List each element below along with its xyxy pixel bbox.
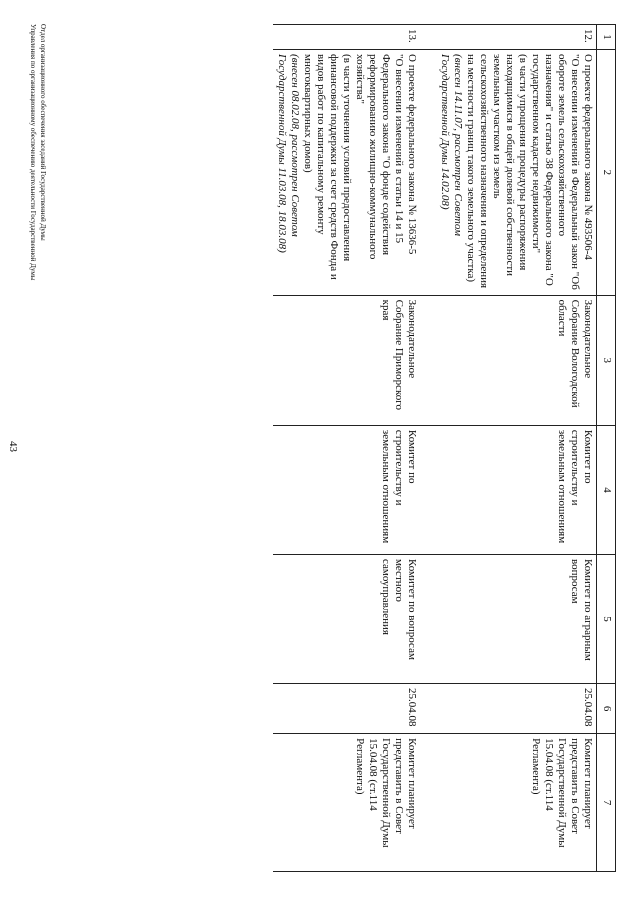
bill-purpose: (в части упрощения процедуры распоряжения находящимися в общей долевой собственности земельным участком из земель сельскохозяйственного назначения и определения на местности границ такого земельного участка): [465, 54, 529, 289]
column-number: 3: [597, 295, 616, 425]
column-number: 5: [597, 554, 616, 683]
lead-committee-cell: Комитет по строительству и земельным отношениям: [436, 425, 597, 554]
bill-description: "О внесении изменений в Федеральный закон "Об обороте земель сельскохозяйственного назначения" и статью 38 Федерального закона "О государственном кадастре недвижимости": [530, 54, 581, 290]
bill-cell: [273, 50, 436, 296]
co-committee-cell: Комитет по аграрным вопросам: [436, 554, 597, 683]
bill-purpose: (в части уточнения условий предоставления финансовой поддержки за счет средств Фонда и видов работ по капитальному ремонту многоквартирных домов): [302, 54, 353, 280]
row-number: 13.: [273, 25, 436, 50]
bill-cell: [436, 50, 597, 296]
date-cell: 25.04.08: [436, 684, 597, 734]
date-cell: 25.04.08: [273, 684, 436, 734]
lead-committee-cell: Комитет по строительству и земельным отношениям: [273, 425, 436, 554]
column-numbers-row: [597, 25, 616, 872]
column-number: 7: [597, 734, 616, 872]
column-number: 2: [597, 50, 616, 296]
bill-note: (внесен 14.11.07, рассмотрен Советом Государственной Думы 14.02.08): [439, 54, 464, 236]
footer-line: Управления по организационному обеспечению деятельности Государственной Думы: [29, 24, 37, 281]
footer-line: Отдел организационного обеспечения заседаний Государственной Думы: [39, 24, 47, 241]
table-row: [273, 25, 436, 872]
decision-cell: Комитет планирует представить в Совет Государственной Думы 15.04.08 (ст.114 Регламента): [436, 734, 597, 872]
bill-description: "О внесении изменений в статьи 14 и 15 Федерального закона "О фонде содействия реформированию жилищно-коммунального хозяйства": [354, 54, 405, 260]
bill-title: О проекте федерального закона № 493506-4: [582, 54, 594, 260]
initiator-cell: Законодательное Собрание Вологодской области: [436, 295, 597, 425]
legislation-table: [273, 24, 616, 872]
co-committee-cell: Комитет по вопросам местного самоуправления: [273, 554, 436, 683]
initiator-cell: Законодательное Собрание Приморского края: [273, 295, 436, 425]
footer-organization: [28, 24, 48, 872]
bill-title: О проекте федерального закона № 13636-5: [406, 54, 418, 255]
decision-cell: Комитет планирует представить в Совет Государственной Думы 15.04.08 (ст.114 Регламента): [273, 734, 436, 872]
bill-note: (внесен 08.02.08, рассмотрен Советом Государственной Думы 11.03.08, 18.03.08): [276, 54, 301, 253]
column-number: 1: [597, 25, 616, 50]
rotated-document: [29, 24, 616, 872]
row-number: 12.: [436, 25, 597, 50]
column-number: 6: [597, 684, 616, 734]
column-number: 4: [597, 425, 616, 554]
page-number: 43: [7, 441, 19, 452]
table-row: [436, 25, 597, 872]
